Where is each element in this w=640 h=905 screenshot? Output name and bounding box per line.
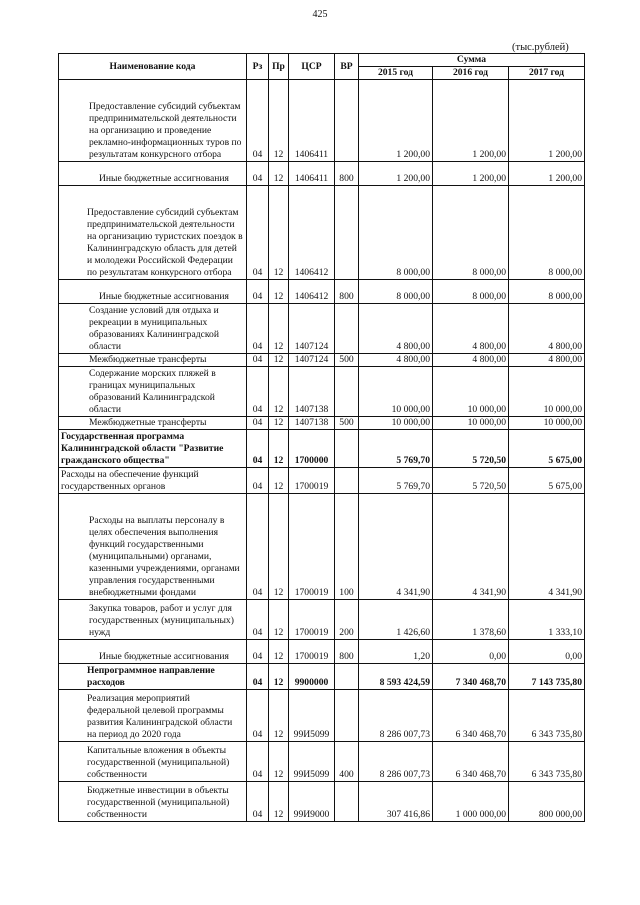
row-csr: 1700000 — [289, 430, 335, 468]
row-csr: 9900000 — [289, 664, 335, 690]
row-2015: 8 000,00 — [359, 280, 433, 304]
row-rz: 04 — [247, 367, 269, 417]
row-2016: 5 720,50 — [433, 468, 509, 494]
row-pr: 12 — [269, 280, 289, 304]
table-row — [59, 162, 585, 186]
row-2016: 5 720,50 — [433, 430, 509, 468]
row-pr: 12 — [269, 664, 289, 690]
table-row — [59, 782, 585, 822]
row-2017: 4 800,00 — [509, 354, 585, 367]
row-vr — [335, 468, 359, 494]
row-name: Капитальные вложения в объекты государственной (муниципальной) собственности — [59, 742, 247, 782]
row-name: Предоставление субсидий субъектам предпринимательской деятельности на организацию туристских поездок в Калининградскую область для детей и молодежи Российской Федерации по результатам конкурсного отбора — [59, 186, 247, 280]
table-row — [59, 430, 585, 468]
row-csr: 1700019 — [289, 468, 335, 494]
row-name: Реализация мероприятий федеральной целевой программы развития Калининградской области на период до 2020 года — [59, 690, 247, 742]
row-2017: 800 000,00 — [509, 782, 585, 822]
row-name: Межбюджетные трансферты — [59, 417, 247, 430]
row-2016: 1 200,00 — [433, 80, 509, 162]
row-2017: 1 200,00 — [509, 162, 585, 186]
row-2017: 1 200,00 — [509, 80, 585, 162]
budget-table — [58, 53, 585, 822]
row-rz: 04 — [247, 782, 269, 822]
table-row — [59, 304, 585, 354]
header-name: Наименование кода — [59, 54, 247, 80]
row-2017: 7 143 735,80 — [509, 664, 585, 690]
row-2015: 307 416,86 — [359, 782, 433, 822]
row-csr: 1407124 — [289, 354, 335, 367]
table-row — [59, 494, 585, 600]
row-vr — [335, 690, 359, 742]
row-name: Расходы на обеспечение функций государственных органов — [59, 468, 247, 494]
row-2015: 1 200,00 — [359, 162, 433, 186]
table-row — [59, 742, 585, 782]
row-vr: 800 — [335, 640, 359, 664]
row-vr — [335, 304, 359, 354]
row-2017: 4 341,90 — [509, 494, 585, 600]
row-rz: 04 — [247, 186, 269, 280]
row-rz: 04 — [247, 430, 269, 468]
row-rz: 04 — [247, 640, 269, 664]
row-pr: 12 — [269, 742, 289, 782]
row-name: Содержание морских пляжей в границах муниципальных образований Калининградской области — [59, 367, 247, 417]
row-pr: 12 — [269, 640, 289, 664]
row-2015: 10 000,00 — [359, 417, 433, 430]
row-2017: 5 675,00 — [509, 430, 585, 468]
row-vr: 800 — [335, 162, 359, 186]
table-row — [59, 664, 585, 690]
header-2017: 2017 год — [509, 67, 585, 80]
row-csr: 1406411 — [289, 162, 335, 186]
row-csr: 1406411 — [289, 80, 335, 162]
row-2017: 8 000,00 — [509, 186, 585, 280]
row-vr: 500 — [335, 417, 359, 430]
row-2015: 8 593 424,59 — [359, 664, 433, 690]
header-pr: Пр — [269, 54, 289, 80]
row-2016: 4 800,00 — [433, 354, 509, 367]
row-pr: 12 — [269, 354, 289, 367]
row-rz: 04 — [247, 417, 269, 430]
table-row — [59, 80, 585, 162]
row-rz: 04 — [247, 494, 269, 600]
row-rz: 04 — [247, 690, 269, 742]
row-vr: 200 — [335, 600, 359, 640]
row-2017: 8 000,00 — [509, 280, 585, 304]
table-row — [59, 640, 585, 664]
row-2015: 1 200,00 — [359, 80, 433, 162]
row-csr: 99И5099 — [289, 690, 335, 742]
row-2016: 0,00 — [433, 640, 509, 664]
row-vr: 400 — [335, 742, 359, 782]
row-2017: 4 800,00 — [509, 304, 585, 354]
row-csr: 99И9000 — [289, 782, 335, 822]
row-name: Иные бюджетные ассигнования — [59, 280, 247, 304]
row-name: Бюджетные инвестиции в объекты государственной (муниципальной) собственности — [59, 782, 247, 822]
row-rz: 04 — [247, 600, 269, 640]
row-2017: 1 333,10 — [509, 600, 585, 640]
row-2015: 4 800,00 — [359, 354, 433, 367]
row-csr: 1407124 — [289, 304, 335, 354]
row-2015: 8 286 007,73 — [359, 742, 433, 782]
row-vr: 500 — [335, 354, 359, 367]
row-vr — [335, 80, 359, 162]
row-vr: 100 — [335, 494, 359, 600]
row-2017: 6 343 735,80 — [509, 690, 585, 742]
row-pr: 12 — [269, 162, 289, 186]
row-vr — [335, 367, 359, 417]
row-2015: 10 000,00 — [359, 367, 433, 417]
row-rz: 04 — [247, 280, 269, 304]
table-row — [59, 417, 585, 430]
row-pr: 12 — [269, 600, 289, 640]
row-pr: 12 — [269, 367, 289, 417]
table-row — [59, 367, 585, 417]
row-2015: 8 000,00 — [359, 186, 433, 280]
row-name: Иные бюджетные ассигнования — [59, 640, 247, 664]
row-2015: 1,20 — [359, 640, 433, 664]
row-pr: 12 — [269, 494, 289, 600]
header-2015: 2015 год — [359, 67, 433, 80]
header-vr: ВР — [335, 54, 359, 80]
table-row — [59, 354, 585, 367]
row-pr: 12 — [269, 468, 289, 494]
row-2017: 10 000,00 — [509, 367, 585, 417]
row-rz: 04 — [247, 304, 269, 354]
header-rz: Рз — [247, 54, 269, 80]
row-2017: 5 675,00 — [509, 468, 585, 494]
row-pr: 12 — [269, 417, 289, 430]
row-csr: 1407138 — [289, 367, 335, 417]
table-row — [59, 600, 585, 640]
row-name: Предоставление субсидий субъектам предпринимательской деятельности на организацию и проведение рекламно-информационных туров по результатам конкурсного отбора — [59, 80, 247, 162]
row-pr: 12 — [269, 430, 289, 468]
table-row — [59, 468, 585, 494]
row-2017: 10 000,00 — [509, 417, 585, 430]
row-rz: 04 — [247, 162, 269, 186]
row-name: Создание условий для отдыха и рекреации в муниципальных образованиях Калининградской области — [59, 304, 247, 354]
row-vr — [335, 664, 359, 690]
row-2016: 4 341,90 — [433, 494, 509, 600]
row-csr: 99И5099 — [289, 742, 335, 782]
row-rz: 04 — [247, 664, 269, 690]
row-2016: 6 340 468,70 — [433, 690, 509, 742]
header-sum: Сумма — [359, 54, 585, 67]
row-rz: 04 — [247, 742, 269, 782]
row-rz: 04 — [247, 468, 269, 494]
row-2016: 6 340 468,70 — [433, 742, 509, 782]
header-csr: ЦСР — [289, 54, 335, 80]
row-2015: 5 769,70 — [359, 430, 433, 468]
row-name: Расходы на выплаты персоналу в целях обеспечения выполнения функций государственными (муниципальными) органами, казенными учреждениями, органами управления государственными внебюджетными фондами — [59, 494, 247, 600]
row-vr — [335, 186, 359, 280]
row-name: Государственная программа Калининградской области "Развитие гражданского общества" — [59, 430, 247, 468]
row-vr — [335, 782, 359, 822]
row-csr: 1700019 — [289, 494, 335, 600]
row-pr: 12 — [269, 186, 289, 280]
table-row — [59, 690, 585, 742]
row-2016: 10 000,00 — [433, 417, 509, 430]
row-2015: 5 769,70 — [359, 468, 433, 494]
row-2016: 1 000 000,00 — [433, 782, 509, 822]
row-pr: 12 — [269, 690, 289, 742]
row-vr: 800 — [335, 280, 359, 304]
row-pr: 12 — [269, 782, 289, 822]
row-csr: 1700019 — [289, 600, 335, 640]
row-2015: 4 800,00 — [359, 304, 433, 354]
row-2017: 0,00 — [509, 640, 585, 664]
row-vr — [335, 430, 359, 468]
row-csr: 1406412 — [289, 280, 335, 304]
unit-note: (тыс.рублей) — [512, 42, 569, 53]
row-2016: 10 000,00 — [433, 367, 509, 417]
row-2016: 8 000,00 — [433, 280, 509, 304]
row-2016: 7 340 468,70 — [433, 664, 509, 690]
row-pr: 12 — [269, 304, 289, 354]
table-row — [59, 280, 585, 304]
row-name: Межбюджетные трансферты — [59, 354, 247, 367]
row-2016: 4 800,00 — [433, 304, 509, 354]
row-csr: 1700019 — [289, 640, 335, 664]
page-number: 425 — [312, 9, 328, 20]
table-row — [59, 186, 585, 280]
row-name: Закупка товаров, работ и услуг для государственных (муниципальных) нужд — [59, 600, 247, 640]
row-2016: 1 378,60 — [433, 600, 509, 640]
header-2016: 2016 год — [433, 67, 509, 80]
row-2015: 4 341,90 — [359, 494, 433, 600]
row-2016: 8 000,00 — [433, 186, 509, 280]
row-name: Непрограммное направление расходов — [59, 664, 247, 690]
row-csr: 1407138 — [289, 417, 335, 430]
row-2016: 1 200,00 — [433, 162, 509, 186]
row-rz: 04 — [247, 354, 269, 367]
row-pr: 12 — [269, 80, 289, 162]
row-rz: 04 — [247, 80, 269, 162]
row-2015: 1 426,60 — [359, 600, 433, 640]
row-name: Иные бюджетные ассигнования — [59, 162, 247, 186]
row-2015: 8 286 007,73 — [359, 690, 433, 742]
row-csr: 1406412 — [289, 186, 335, 280]
row-2017: 6 343 735,80 — [509, 742, 585, 782]
